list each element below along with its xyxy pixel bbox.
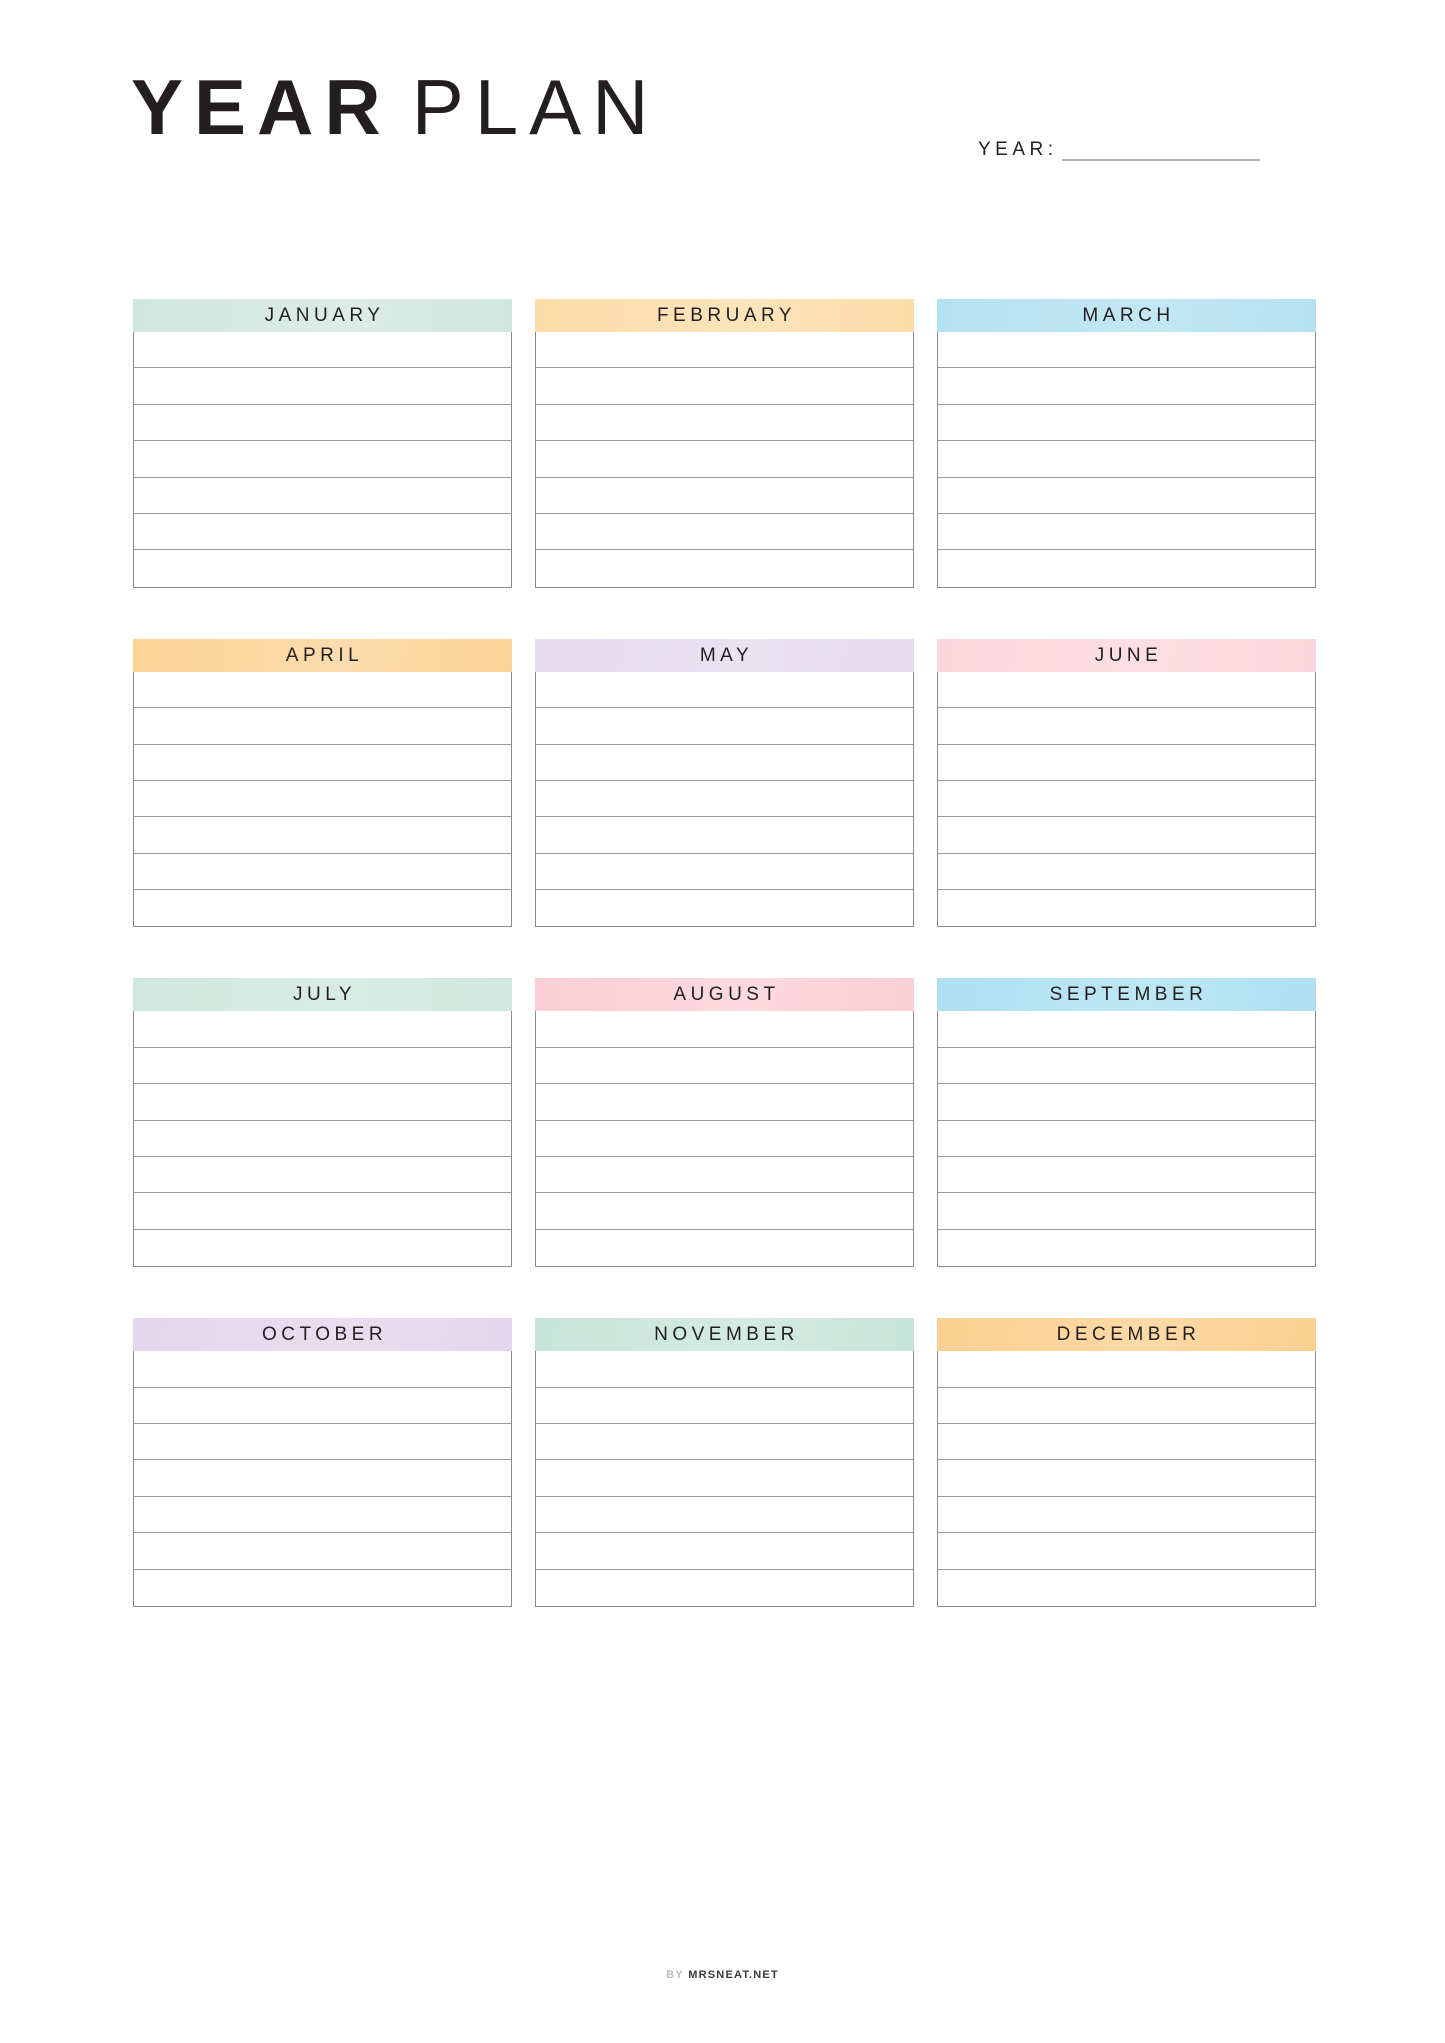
month-name-label: APRIL	[285, 644, 364, 666]
month-lines-january	[133, 332, 512, 588]
month-write-line[interactable]	[536, 1351, 913, 1387]
month-card-may	[535, 639, 914, 928]
month-write-line[interactable]	[938, 514, 1315, 550]
month-card-april	[133, 639, 512, 928]
month-name-label: FEBRUARY	[656, 305, 797, 326]
month-write-line[interactable]	[134, 368, 511, 404]
month-header-may	[535, 639, 914, 672]
month-name-label: NOVEMBER	[654, 1324, 799, 1346]
month-write-line[interactable]	[134, 854, 511, 890]
year-field	[978, 140, 1260, 163]
month-write-line[interactable]	[938, 1570, 1315, 1606]
month-write-line[interactable]	[536, 1460, 913, 1496]
page-title-plan: PLAN	[411, 63, 660, 151]
month-lines-october	[133, 1351, 512, 1607]
month-write-line[interactable]	[134, 478, 511, 514]
page-header	[0, 0, 1445, 220]
month-header-july	[133, 978, 512, 1011]
month-card-august	[535, 978, 914, 1267]
month-write-line[interactable]	[938, 1048, 1315, 1084]
month-write-line[interactable]	[134, 550, 511, 586]
month-write-line[interactable]	[536, 1157, 913, 1193]
month-write-line[interactable]	[536, 854, 913, 890]
month-write-line[interactable]	[536, 478, 913, 514]
month-write-line[interactable]	[938, 1388, 1315, 1424]
month-write-line[interactable]	[134, 1121, 511, 1157]
month-name-label: MAY	[699, 644, 754, 666]
month-write-line[interactable]	[134, 708, 511, 744]
month-name-label: JUNE	[1094, 644, 1163, 666]
month-write-line[interactable]	[536, 1121, 913, 1157]
month-write-line[interactable]	[536, 1048, 913, 1084]
month-write-line[interactable]	[134, 1351, 511, 1387]
footer-by-label: BY	[666, 1969, 684, 1981]
month-name-label: MARCH	[1082, 305, 1175, 326]
month-lines-december	[937, 1351, 1316, 1607]
month-header-september	[937, 978, 1316, 1011]
month-header-april	[133, 639, 512, 672]
month-write-line[interactable]	[536, 890, 913, 926]
month-header-march	[937, 299, 1316, 332]
month-write-line[interactable]	[134, 1084, 511, 1120]
month-write-line[interactable]	[938, 332, 1315, 368]
page-title-year: YEAR	[131, 63, 392, 151]
month-write-line[interactable]	[536, 708, 913, 744]
month-write-line[interactable]	[134, 514, 511, 550]
month-write-line[interactable]	[134, 1157, 511, 1193]
month-write-line[interactable]	[938, 550, 1315, 586]
month-write-line[interactable]	[536, 332, 913, 368]
year-input[interactable]	[1062, 159, 1260, 161]
month-header-august	[535, 978, 914, 1011]
month-write-line[interactable]	[536, 514, 913, 550]
month-lines-september	[937, 1011, 1316, 1267]
month-write-line[interactable]	[134, 1230, 511, 1266]
month-lines-august	[535, 1011, 914, 1267]
month-card-june	[937, 639, 1316, 928]
month-header-december	[937, 1318, 1316, 1351]
month-write-line[interactable]	[938, 1497, 1315, 1533]
month-write-line[interactable]	[536, 817, 913, 853]
month-name-label: SEPTEMBER	[1049, 984, 1208, 1006]
month-write-line[interactable]	[536, 781, 913, 817]
month-lines-may	[535, 672, 914, 928]
month-card-july	[133, 978, 512, 1267]
month-write-line[interactable]	[938, 854, 1315, 890]
month-write-line[interactable]	[134, 332, 511, 368]
month-lines-april	[133, 672, 512, 928]
month-write-line[interactable]	[134, 745, 511, 781]
month-write-line[interactable]	[536, 368, 913, 404]
month-name-label: AUGUST	[673, 984, 780, 1006]
month-write-line[interactable]	[938, 1011, 1315, 1047]
month-write-line[interactable]	[134, 1460, 511, 1496]
month-write-line[interactable]	[938, 1157, 1315, 1193]
month-write-line[interactable]	[134, 1533, 511, 1569]
month-write-line[interactable]	[134, 441, 511, 477]
month-write-line[interactable]	[134, 405, 511, 441]
month-card-november	[535, 1318, 914, 1607]
month-write-line[interactable]	[134, 1388, 511, 1424]
month-write-line[interactable]	[536, 550, 913, 586]
page-footer	[0, 1965, 1445, 1983]
month-write-line[interactable]	[134, 890, 511, 926]
month-header-february	[535, 299, 914, 332]
month-write-line[interactable]	[134, 817, 511, 853]
month-card-march	[937, 299, 1316, 588]
month-card-january	[133, 299, 512, 588]
month-write-line[interactable]	[938, 478, 1315, 514]
month-write-line[interactable]	[536, 1533, 913, 1569]
month-write-line[interactable]	[134, 672, 511, 708]
month-write-line[interactable]	[536, 745, 913, 781]
month-write-line[interactable]	[536, 1570, 913, 1606]
months-grid	[133, 299, 1314, 1607]
month-write-line[interactable]	[536, 1497, 913, 1533]
month-write-line[interactable]	[536, 441, 913, 477]
month-name-label: OCTOBER	[261, 1324, 388, 1346]
month-write-line[interactable]	[134, 1011, 511, 1047]
month-header-october	[133, 1318, 512, 1351]
month-write-line[interactable]	[536, 1230, 913, 1266]
month-write-line[interactable]	[134, 1570, 511, 1606]
month-write-line[interactable]	[938, 745, 1315, 781]
month-write-line[interactable]	[938, 368, 1315, 404]
month-write-line[interactable]	[134, 1193, 511, 1229]
month-write-line[interactable]	[938, 1230, 1315, 1266]
month-card-december	[937, 1318, 1316, 1607]
month-write-line[interactable]	[536, 1424, 913, 1460]
month-card-february	[535, 299, 914, 588]
month-write-line[interactable]	[938, 890, 1315, 926]
month-write-line[interactable]	[938, 1084, 1315, 1120]
month-header-november	[535, 1318, 914, 1351]
month-write-line[interactable]	[938, 672, 1315, 708]
month-name-label: JULY	[292, 984, 357, 1006]
month-write-line[interactable]	[938, 1351, 1315, 1387]
month-lines-june	[937, 672, 1316, 928]
page-title	[131, 63, 660, 151]
month-write-line[interactable]	[134, 1497, 511, 1533]
month-name-label: JANUARY	[264, 305, 385, 326]
month-lines-march	[937, 332, 1316, 588]
year-label: YEAR:	[978, 139, 1058, 160]
month-write-line[interactable]	[938, 708, 1315, 744]
month-write-line[interactable]	[938, 1533, 1315, 1569]
month-write-line[interactable]	[536, 1388, 913, 1424]
month-write-line[interactable]	[938, 1424, 1315, 1460]
month-name-label: DECEMBER	[1056, 1324, 1201, 1346]
month-write-line[interactable]	[536, 672, 913, 708]
month-header-june	[937, 639, 1316, 672]
month-header-january	[133, 299, 512, 332]
month-lines-november	[535, 1351, 914, 1607]
month-write-line[interactable]	[536, 1193, 913, 1229]
month-write-line[interactable]	[134, 781, 511, 817]
month-write-line[interactable]	[938, 1121, 1315, 1157]
month-lines-february	[535, 332, 914, 588]
month-write-line[interactable]	[134, 1048, 511, 1084]
month-write-line[interactable]	[536, 405, 913, 441]
month-lines-july	[133, 1011, 512, 1267]
footer-site-label: MRSNEAT.NET	[688, 1969, 779, 1981]
month-card-september	[937, 978, 1316, 1267]
month-write-line[interactable]	[938, 441, 1315, 477]
month-write-line[interactable]	[938, 781, 1315, 817]
month-card-october	[133, 1318, 512, 1607]
month-write-line[interactable]	[134, 1424, 511, 1460]
month-write-line[interactable]	[536, 1011, 913, 1047]
month-write-line[interactable]	[536, 1084, 913, 1120]
month-write-line[interactable]	[938, 817, 1315, 853]
month-write-line[interactable]	[938, 1460, 1315, 1496]
month-write-line[interactable]	[938, 1193, 1315, 1229]
month-write-line[interactable]	[938, 405, 1315, 441]
